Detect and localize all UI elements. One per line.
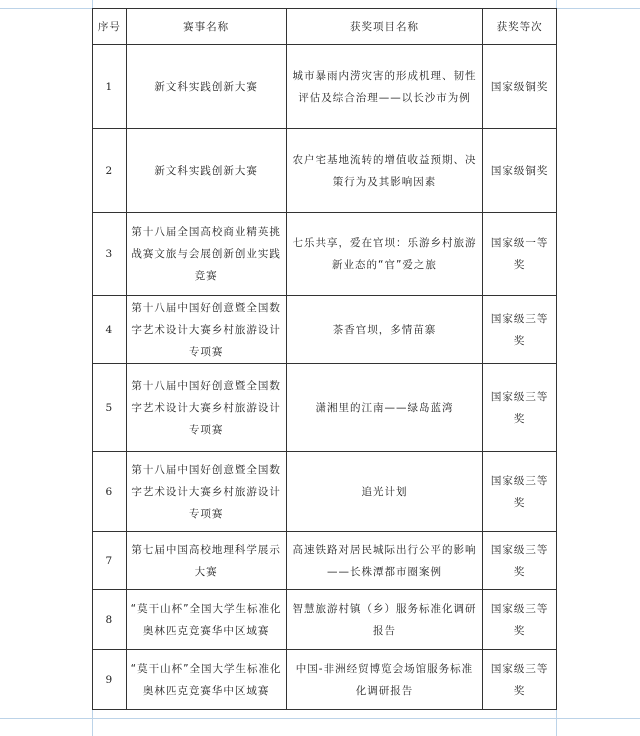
cell-number: 5: [93, 364, 127, 452]
table-row: [93, 129, 557, 213]
cell-competition: 第十八届中国好创意暨全国数字艺术设计大赛乡村旅游设计专项赛: [126, 296, 286, 364]
table-header-row: [93, 9, 557, 45]
header-project: 获奖项目名称: [286, 9, 483, 45]
guide-line-bottom: [0, 718, 640, 719]
cell-competition: 第十八届全国高校商业精英挑战赛文旅与会展创新创业实践竞赛: [126, 213, 286, 296]
cell-award: 国家级三等奖: [483, 650, 557, 710]
cell-project: 智慧旅游村镇（乡）服务标准化调研报告: [286, 590, 483, 650]
cell-project: 茶香官坝，多情苗寨: [286, 296, 483, 364]
header-competition: 赛事名称: [126, 9, 286, 45]
cell-award: 国家级一等奖: [483, 213, 557, 296]
table-row: [93, 590, 557, 650]
cell-number: 1: [93, 45, 127, 129]
cell-number: 9: [93, 650, 127, 710]
cell-number: 6: [93, 452, 127, 532]
cell-competition: 第七届中国高校地理科学展示大赛: [126, 532, 286, 590]
cell-award: 国家级三等奖: [483, 452, 557, 532]
table-row: [93, 364, 557, 452]
table-row: [93, 45, 557, 129]
cell-award: 国家级铜奖: [483, 129, 557, 213]
cell-number: 2: [93, 129, 127, 213]
cell-project: 潇湘里的江南——绿岛蓝湾: [286, 364, 483, 452]
cell-competition: 新文科实践创新大赛: [126, 45, 286, 129]
cell-competition: 第十八届中国好创意暨全国数字艺术设计大赛乡村旅游设计专项赛: [126, 452, 286, 532]
cell-project: 中国-非洲经贸博览会场馆服务标准化调研报告: [286, 650, 483, 710]
cell-number: 7: [93, 532, 127, 590]
cell-number: 4: [93, 296, 127, 364]
cell-award: 国家级三等奖: [483, 532, 557, 590]
table-row: [93, 296, 557, 364]
cell-project: 追光计划: [286, 452, 483, 532]
table-row: [93, 213, 557, 296]
cell-project: 七乐共享，爱在官坝：乐游乡村旅游新业态的“官”爱之旅: [286, 213, 483, 296]
header-number: 序号: [93, 9, 127, 45]
header-award: 获奖等次: [483, 9, 557, 45]
cell-project: 高速铁路对居民城际出行公平的影响——长株潭都市圈案例: [286, 532, 483, 590]
cell-competition: “莫干山杯”全国大学生标准化奥林匹克竞赛华中区域赛: [126, 650, 286, 710]
table-row: [93, 532, 557, 590]
cell-competition: 新文科实践创新大赛: [126, 129, 286, 213]
cell-award: 国家级铜奖: [483, 45, 557, 129]
cell-number: 8: [93, 590, 127, 650]
table-row: [93, 452, 557, 532]
cell-number: 3: [93, 213, 127, 296]
cell-project: 城市暴雨内涝灾害的形成机理、韧性评估及综合治理——以长沙市为例: [286, 45, 483, 129]
cell-project: 农户宅基地流转的增值收益预期、决策行为及其影响因素: [286, 129, 483, 213]
table-row: [93, 650, 557, 710]
cell-award: 国家级三等奖: [483, 590, 557, 650]
cell-competition: 第十八届中国好创意暨全国数字艺术设计大赛乡村旅游设计专项赛: [126, 364, 286, 452]
cell-award: 国家级三等奖: [483, 364, 557, 452]
cell-award: 国家级三等奖: [483, 296, 557, 364]
award-table: [92, 8, 557, 710]
cell-competition: “莫干山杯”全国大学生标准化奥林匹克竞赛华中区域赛: [126, 590, 286, 650]
